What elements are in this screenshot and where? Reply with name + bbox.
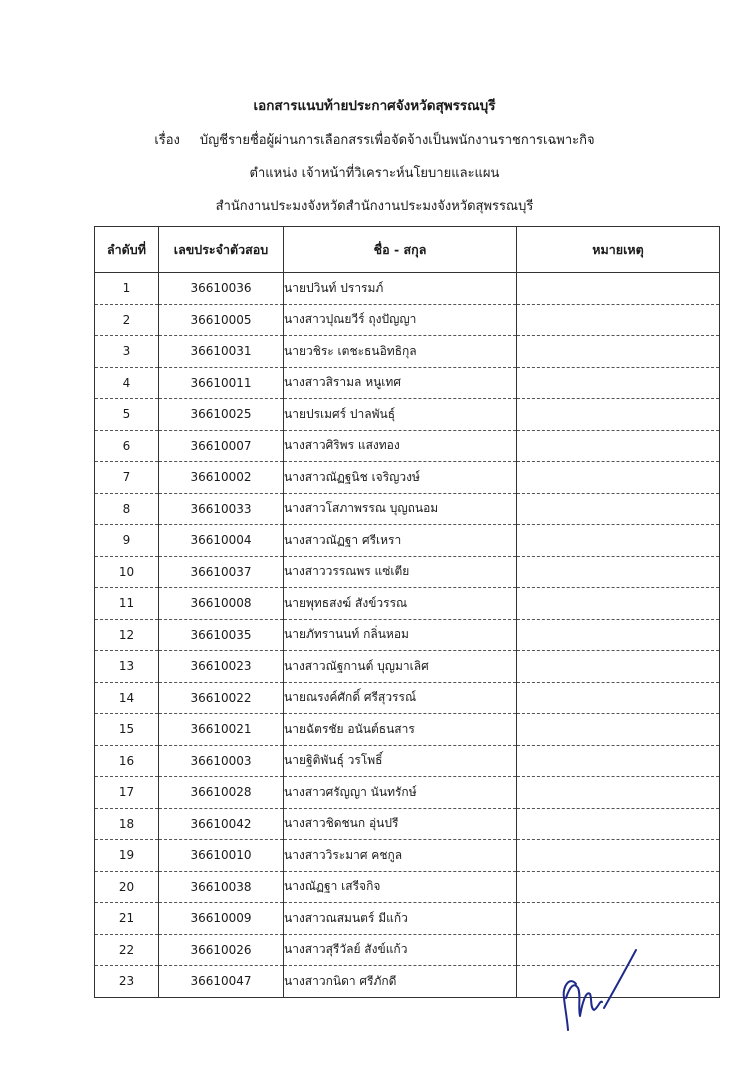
table-row (95, 556, 720, 588)
row-exam-id: 36610002 (159, 462, 284, 494)
table-row (95, 714, 720, 746)
row-exam-id: 36610031 (159, 336, 284, 368)
row-remark (517, 777, 720, 809)
row-remark (517, 682, 720, 714)
row-remark (517, 588, 720, 620)
row-number: 4 (95, 367, 159, 399)
row-name: นางสาวสุรีวัลย์ สังข์แก้ว (284, 934, 517, 966)
signature-mark (556, 942, 646, 1042)
row-name: นายภัทรานนท์ กลิ่นหอม (284, 619, 517, 651)
row-exam-id: 36610011 (159, 367, 284, 399)
row-number: 16 (95, 745, 159, 777)
row-name: นางสาววิระมาศ คชกูล (284, 840, 517, 872)
column-header-remark: หมายเหตุ (517, 227, 720, 273)
row-exam-id: 36610026 (159, 934, 284, 966)
row-remark (517, 556, 720, 588)
row-number: 5 (95, 399, 159, 431)
row-name: นายฐิติพันธุ์ วรโพธิ์ (284, 745, 517, 777)
row-number: 21 (95, 903, 159, 935)
row-name: นางสาวชิดชนก อุ่นปรี (284, 808, 517, 840)
table-row (95, 273, 720, 305)
subject-text: บัญชีรายชื่อผู้ผ่านการเลือกสรรเพื่อจัดจ้างเป็นพนักงานราชการเฉพาะกิจ (199, 133, 595, 148)
table-row (95, 367, 720, 399)
row-number: 11 (95, 588, 159, 620)
row-exam-id: 36610003 (159, 745, 284, 777)
row-remark (517, 493, 720, 525)
row-exam-id: 36610025 (159, 399, 284, 431)
row-remark (517, 462, 720, 494)
row-remark (517, 714, 720, 746)
row-exam-id: 36610022 (159, 682, 284, 714)
table-row (95, 903, 720, 935)
row-number: 2 (95, 304, 159, 336)
table-row (95, 493, 720, 525)
row-name: นางสาวณัฏฐา ศรีเหรา (284, 525, 517, 557)
row-exam-id: 36610035 (159, 619, 284, 651)
row-name: นายพุทธสงฆ์ สังข์วรรณ (284, 588, 517, 620)
row-number: 6 (95, 430, 159, 462)
row-number: 14 (95, 682, 159, 714)
table-row (95, 588, 720, 620)
row-number: 10 (95, 556, 159, 588)
table-row (95, 430, 720, 462)
row-exam-id: 36610038 (159, 871, 284, 903)
row-name: นายปวินท์ ปรารมภ์ (284, 273, 517, 305)
row-exam-id: 36610009 (159, 903, 284, 935)
row-exam-id: 36610023 (159, 651, 284, 683)
row-name: นางสาวณัฐกานต์ บุญมาเลิศ (284, 651, 517, 683)
row-remark (517, 840, 720, 872)
row-name: นายวชิระ เตชะธนอิทธิกุล (284, 336, 517, 368)
row-exam-id: 36610005 (159, 304, 284, 336)
row-exam-id: 36610028 (159, 777, 284, 809)
row-exam-id: 36610033 (159, 493, 284, 525)
row-remark (517, 336, 720, 368)
row-number: 1 (95, 273, 159, 305)
row-name: นางสาวสิรามล หนูเทศ (284, 367, 517, 399)
row-name: นายปรเมศร์ ปาลพันธุ์ (284, 399, 517, 431)
table-row (95, 808, 720, 840)
column-header-exam-id: เลขประจำตัวสอบ (159, 227, 284, 273)
row-name: นางสาวกนิดา ศรีภักดี (284, 966, 517, 998)
document-subject (0, 129, 749, 150)
row-name: นางสาวณสมนตร์ มีแก้ว (284, 903, 517, 935)
row-exam-id: 36610037 (159, 556, 284, 588)
row-number: 17 (95, 777, 159, 809)
table-row (95, 651, 720, 683)
row-remark (517, 525, 720, 557)
row-remark (517, 619, 720, 651)
candidate-table (94, 226, 720, 998)
table-row (95, 777, 720, 809)
row-number: 7 (95, 462, 159, 494)
row-number: 13 (95, 651, 159, 683)
row-remark (517, 399, 720, 431)
table-row (95, 462, 720, 494)
row-number: 12 (95, 619, 159, 651)
row-number: 22 (95, 934, 159, 966)
column-header-name: ชื่อ - สกุล (284, 227, 517, 273)
row-number: 19 (95, 840, 159, 872)
table-row (95, 745, 720, 777)
row-exam-id: 36610047 (159, 966, 284, 998)
table-row (95, 840, 720, 872)
row-number: 9 (95, 525, 159, 557)
row-exam-id: 36610021 (159, 714, 284, 746)
row-name: นางสาวศิริพร แสงทอง (284, 430, 517, 462)
table-row (95, 399, 720, 431)
row-name: นางสาวปุณยวีร์ ถุงปัญญา (284, 304, 517, 336)
table-row (95, 619, 720, 651)
row-exam-id: 36610042 (159, 808, 284, 840)
table-row (95, 336, 720, 368)
row-exam-id: 36610036 (159, 273, 284, 305)
row-exam-id: 36610007 (159, 430, 284, 462)
row-remark (517, 430, 720, 462)
table-row (95, 871, 720, 903)
row-name: นางณัฏฐา เสรีจกิจ (284, 871, 517, 903)
row-number: 18 (95, 808, 159, 840)
row-number: 23 (95, 966, 159, 998)
row-exam-id: 36610008 (159, 588, 284, 620)
row-exam-id: 36610004 (159, 525, 284, 557)
table-row (95, 682, 720, 714)
office-line: สำนักงานประมงจังหวัดสำนักงานประมงจังหวัดสุพรรณบุรี (215, 199, 534, 214)
position-line: ตำแหน่ง เจ้าหน้าที่วิเคราะห์นโยบายและแผน (249, 166, 500, 181)
row-remark (517, 871, 720, 903)
row-remark (517, 304, 720, 336)
table-header-row (95, 227, 720, 273)
row-remark (517, 367, 720, 399)
row-name: นายณรงค์ศักดิ์ ศรีสุวรรณ์ (284, 682, 517, 714)
row-name: นายฉัตรชัย อนันต์ธนสาร (284, 714, 517, 746)
table-row (95, 304, 720, 336)
row-remark (517, 273, 720, 305)
row-exam-id: 36610010 (159, 840, 284, 872)
row-number: 15 (95, 714, 159, 746)
row-number: 3 (95, 336, 159, 368)
row-remark (517, 745, 720, 777)
column-header-no: ลำดับที่ (95, 227, 159, 273)
table-row (95, 525, 720, 557)
row-remark (517, 651, 720, 683)
row-number: 8 (95, 493, 159, 525)
row-number: 20 (95, 871, 159, 903)
row-name: นางสาวศรัญญา นันทรักษ์ (284, 777, 517, 809)
row-name: นางสาวโสภาพรรณ บุญถนอม (284, 493, 517, 525)
row-name: นางสาวณัฏฐนิช เจริญวงษ์ (284, 462, 517, 494)
document-title: เอกสารแนบท้ายประกาศจังหวัดสุพรรณบุรี (253, 98, 496, 114)
row-remark (517, 808, 720, 840)
row-name: นางสาววรรณพร แซ่เตีย (284, 556, 517, 588)
subject-label: เรื่อง (154, 133, 180, 148)
row-remark (517, 903, 720, 935)
